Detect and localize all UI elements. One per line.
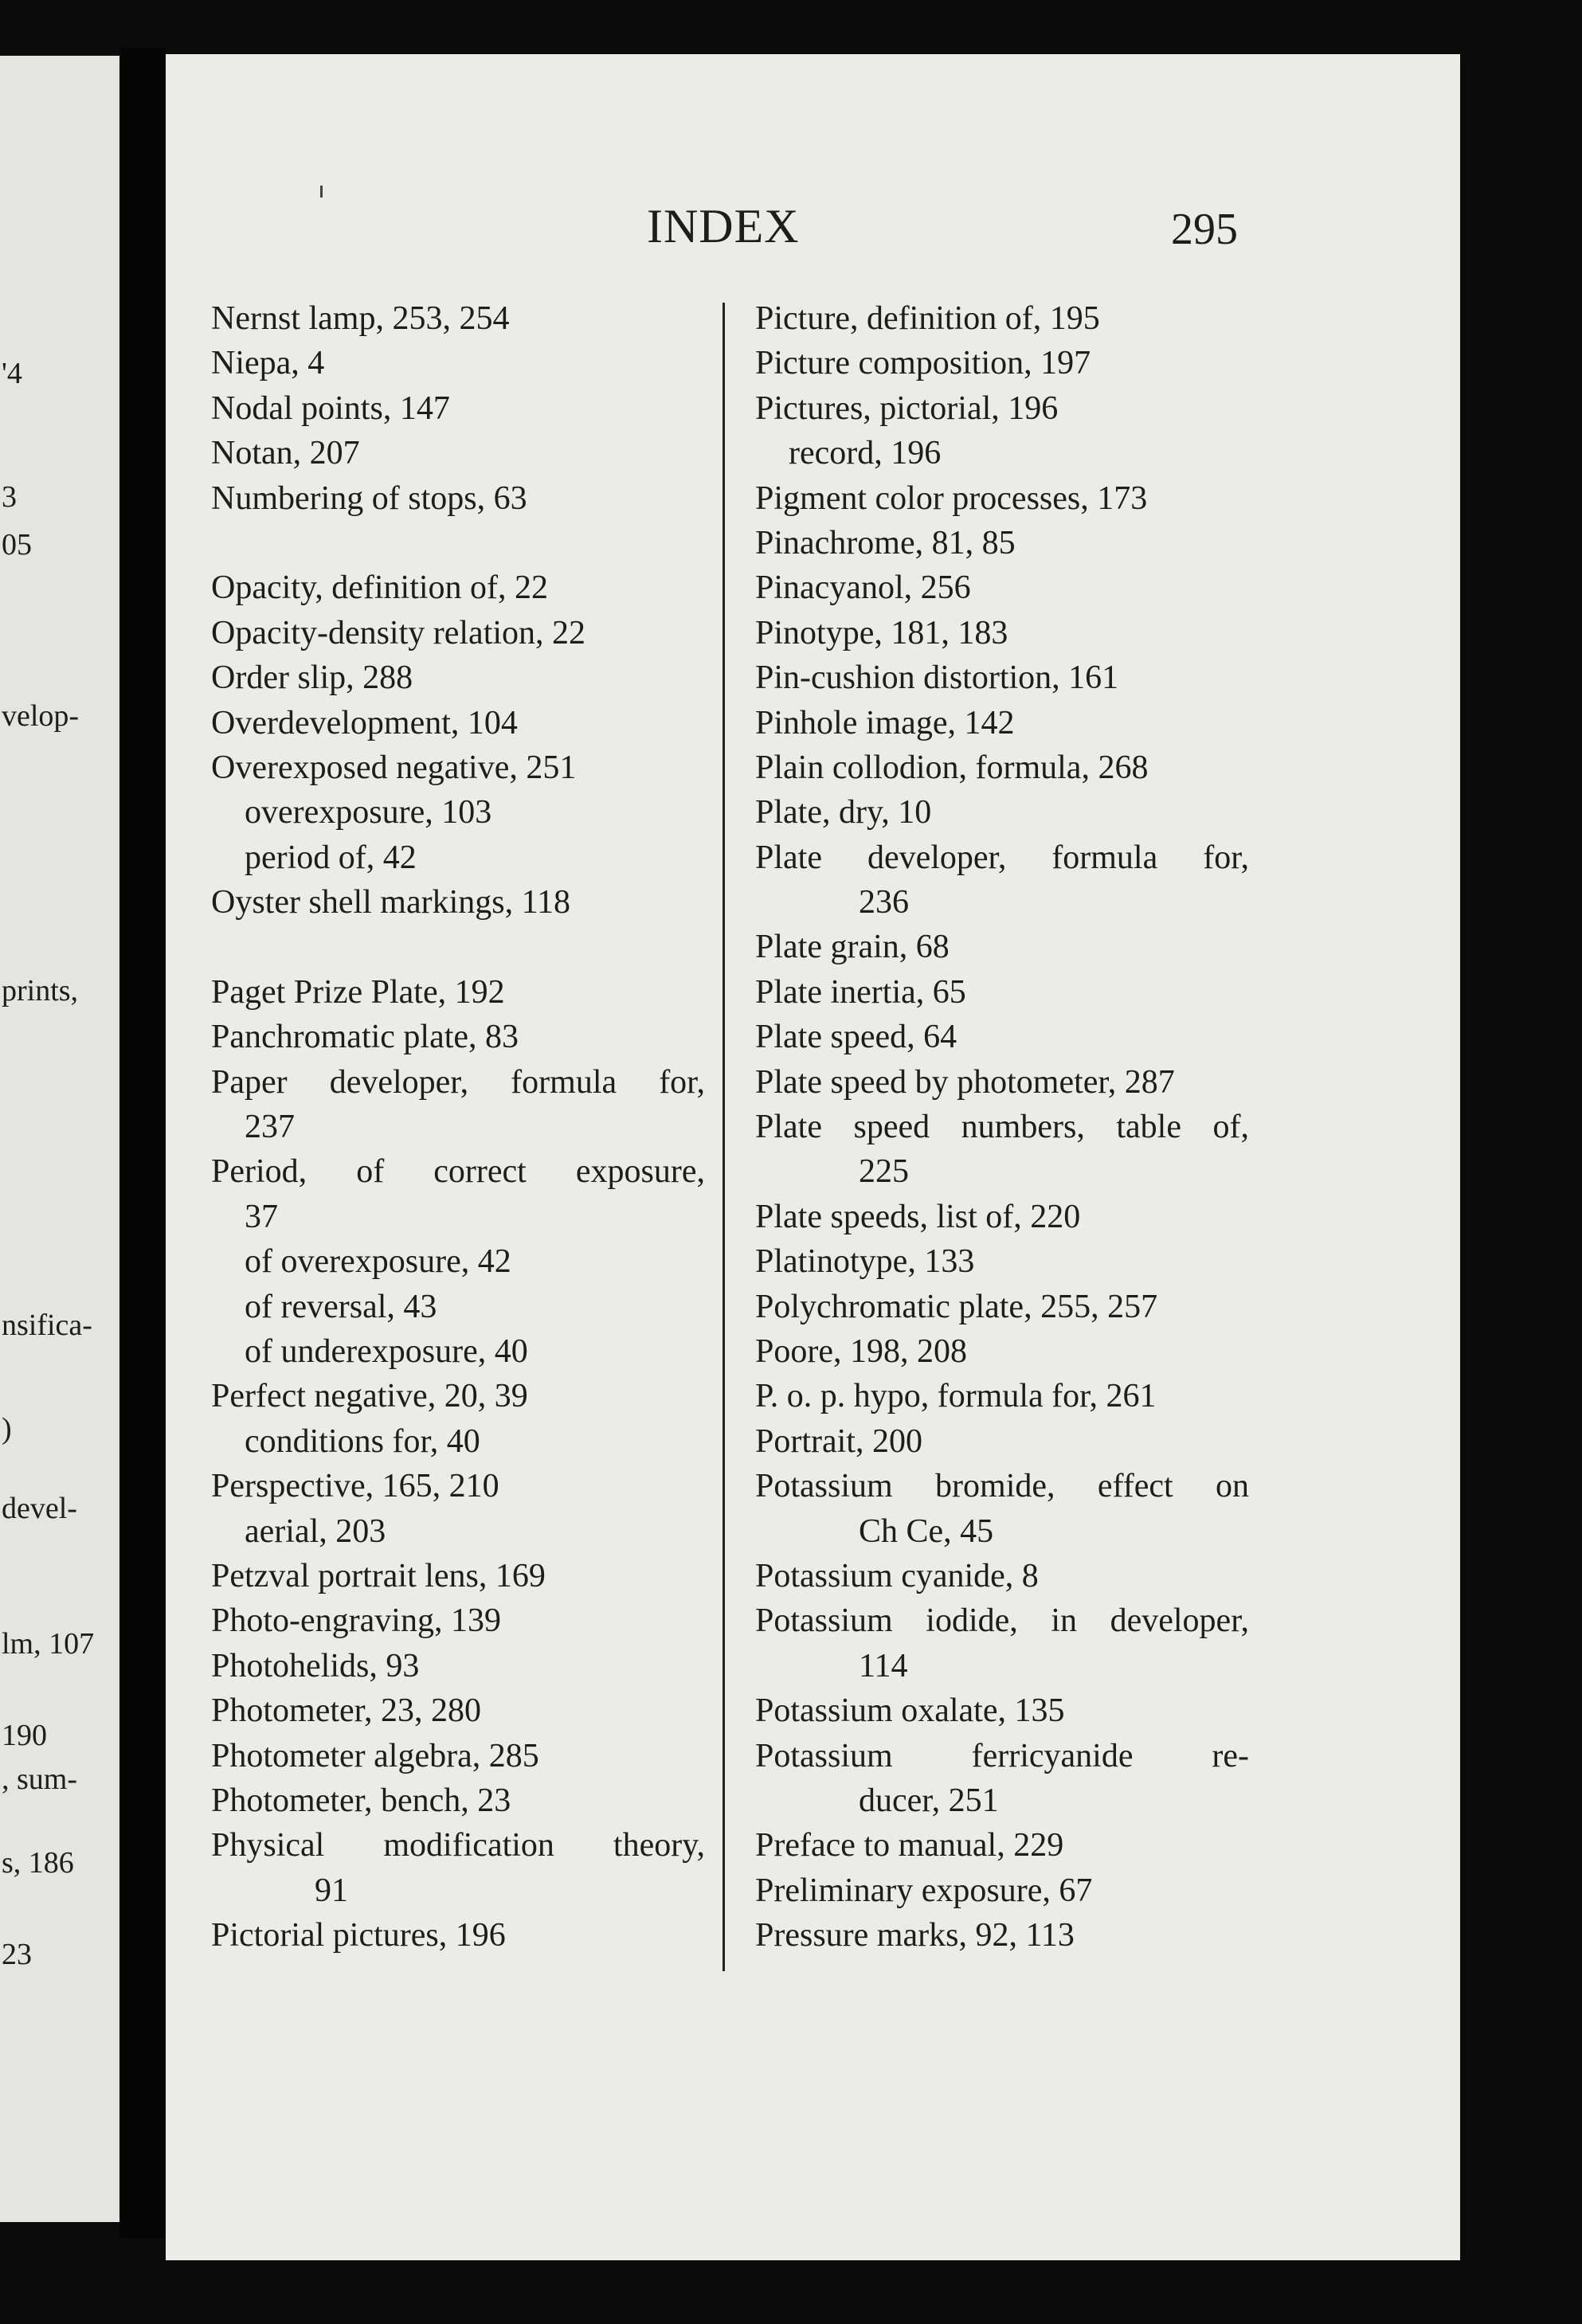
index-entry: Potassium ferricyanide re- — [755, 1737, 1249, 1774]
index-entry: Nodal points, 147 — [211, 389, 450, 427]
index-entry: Physical modification theory, — [211, 1827, 705, 1864]
index-entry: Pictures, pictorial, 196 — [755, 389, 1059, 427]
left-page-fragment: , sum- — [2, 1763, 77, 1796]
index-subentry: ducer, 251 — [859, 1782, 999, 1819]
index-column-left — [211, 296, 705, 1958]
index-entry: Platinotype, 133 — [755, 1243, 975, 1281]
index-entry: P. o. p. hypo, formula for, 261 — [755, 1378, 1157, 1415]
index-entry: Picture, definition of, 195 — [755, 300, 1100, 337]
index-entry: Plate speed, 64 — [755, 1019, 957, 1056]
index-entry: Pinacyanol, 256 — [755, 569, 971, 607]
index-entry: Pigment color processes, 173 — [755, 479, 1148, 517]
index-entry: Potassium iodide, in developer, — [755, 1602, 1249, 1640]
running-title: INDEX — [647, 200, 800, 252]
index-entry: Overdevelopment, 104 — [211, 704, 518, 741]
index-entry: Photometer, 23, 280 — [211, 1692, 481, 1730]
left-page-fragment: 05 — [2, 528, 32, 561]
left-page-fragment: devel- — [2, 1492, 77, 1525]
index-entry: Notan, 207 — [211, 435, 360, 472]
index-entry: Overexposed negative, 251 — [211, 749, 577, 786]
index-subentry: Ch Ce, 45 — [859, 1512, 994, 1550]
book-gutter — [119, 48, 166, 2238]
left-page-fragment: s, 186 — [2, 1846, 74, 1880]
index-entry: Portrait, 200 — [755, 1422, 922, 1460]
index-subentry: record, 196 — [789, 435, 942, 472]
index-entry: Paget Prize Plate, 192 — [211, 973, 505, 1011]
index-entry: Polychromatic plate, 255, 257 — [755, 1288, 1158, 1325]
index-entry: Pictorial pictures, 196 — [211, 1917, 506, 1954]
left-page-fragment: velop- — [2, 699, 80, 733]
index-entry: Plate, dry, 10 — [755, 794, 932, 831]
index-entry: Panchromatic plate, 83 — [211, 1019, 519, 1056]
index-subentry: period of, 42 — [245, 839, 417, 876]
index-entry: Plate developer, formula for, — [755, 839, 1249, 876]
index-subentry: aerial, 203 — [245, 1512, 386, 1550]
index-subentry: 114 — [859, 1647, 908, 1684]
index-subentry: 37 — [245, 1198, 278, 1235]
left-page-fragment: 3 — [2, 480, 17, 514]
index-subentry: 237 — [245, 1109, 295, 1146]
index-entry: Plate grain, 68 — [755, 929, 950, 966]
index-entry: Photohelids, 93 — [211, 1647, 420, 1684]
index-subentry: 225 — [859, 1153, 909, 1191]
index-entry: Poore, 198, 208 — [755, 1332, 967, 1370]
index-subentry: 91 — [315, 1872, 348, 1909]
index-column-right — [755, 296, 1249, 1958]
index-entry: Oyster shell markings, 118 — [211, 884, 571, 921]
index-entry: Photo-engraving, 139 — [211, 1602, 501, 1640]
index-entry: Potassium bromide, effect on — [755, 1468, 1249, 1505]
index-entry: Plate inertia, 65 — [755, 973, 966, 1011]
index-entry: Plate speeds, list of, 220 — [755, 1198, 1081, 1235]
index-entry: Opacity, definition of, 22 — [211, 569, 549, 607]
index-entry: Photometer algebra, 285 — [211, 1737, 539, 1774]
left-page-fragment: '4 — [2, 357, 22, 390]
index-entry: Potassium cyanide, 8 — [755, 1557, 1039, 1594]
index-entry: Perspective, 165, 210 — [211, 1468, 499, 1505]
index-entry: Photometer, bench, 23 — [211, 1782, 511, 1819]
index-subentry: conditions for, 40 — [245, 1422, 480, 1460]
column-rule — [722, 303, 725, 1971]
index-entry: Paper developer, formula for, — [211, 1063, 705, 1101]
index-entry: Preface to manual, 229 — [755, 1827, 1064, 1864]
index-entry: Picture composition, 197 — [755, 345, 1091, 382]
index-entry: Pressure marks, 92, 113 — [755, 1917, 1075, 1954]
left-page-fragment: ) — [2, 1412, 12, 1446]
left-page-fragment: 190 — [2, 1719, 47, 1752]
index-entry: Pinachrome, 81, 85 — [755, 524, 1016, 561]
index-entry: Numbering of stops, 63 — [211, 479, 527, 517]
index-entry: Plain collodion, formula, 268 — [755, 749, 1149, 786]
index-entry: Petzval portrait lens, 169 — [211, 1557, 546, 1594]
index-subentry: of reversal, 43 — [245, 1288, 437, 1325]
left-page-edge — [0, 56, 119, 2222]
index-subentry: 236 — [859, 884, 909, 921]
left-page-fragment: prints, — [2, 974, 79, 1007]
section-gap — [211, 521, 705, 565]
index-entry: Niepa, 4 — [211, 345, 325, 382]
index-entry: Plate speed numbers, table of, — [755, 1109, 1249, 1146]
left-page-fragment: lm, 107 — [2, 1627, 95, 1661]
index-entry: Nernst lamp, 253, 254 — [211, 300, 510, 337]
index-entry: Order slip, 288 — [211, 659, 413, 697]
index-entry: Period, of correct exposure, — [211, 1153, 705, 1191]
section-gap — [211, 925, 705, 969]
index-entry: Plate speed by photometer, 287 — [755, 1063, 1175, 1101]
index-entry: Pinhole image, 142 — [755, 704, 1015, 741]
page-number: 295 — [1171, 205, 1238, 254]
left-page-fragment: nsifica- — [2, 1309, 92, 1342]
index-entry: Preliminary exposure, 67 — [755, 1872, 1093, 1909]
stray-ink-mark — [320, 186, 323, 198]
left-page-fragment: 23 — [2, 1938, 32, 1971]
index-subentry: overexposure, 103 — [245, 794, 492, 831]
index-subentry: of underexposure, 40 — [245, 1332, 528, 1370]
index-entry: Perfect negative, 20, 39 — [211, 1378, 528, 1415]
index-entry: Pin-cushion distortion, 161 — [755, 659, 1119, 697]
index-entry: Opacity-density relation, 22 — [211, 614, 586, 651]
index-subentry: of overexposure, 42 — [245, 1243, 511, 1281]
index-entry: Pinotype, 181, 183 — [755, 614, 1008, 651]
index-entry: Potassium oxalate, 135 — [755, 1692, 1065, 1730]
